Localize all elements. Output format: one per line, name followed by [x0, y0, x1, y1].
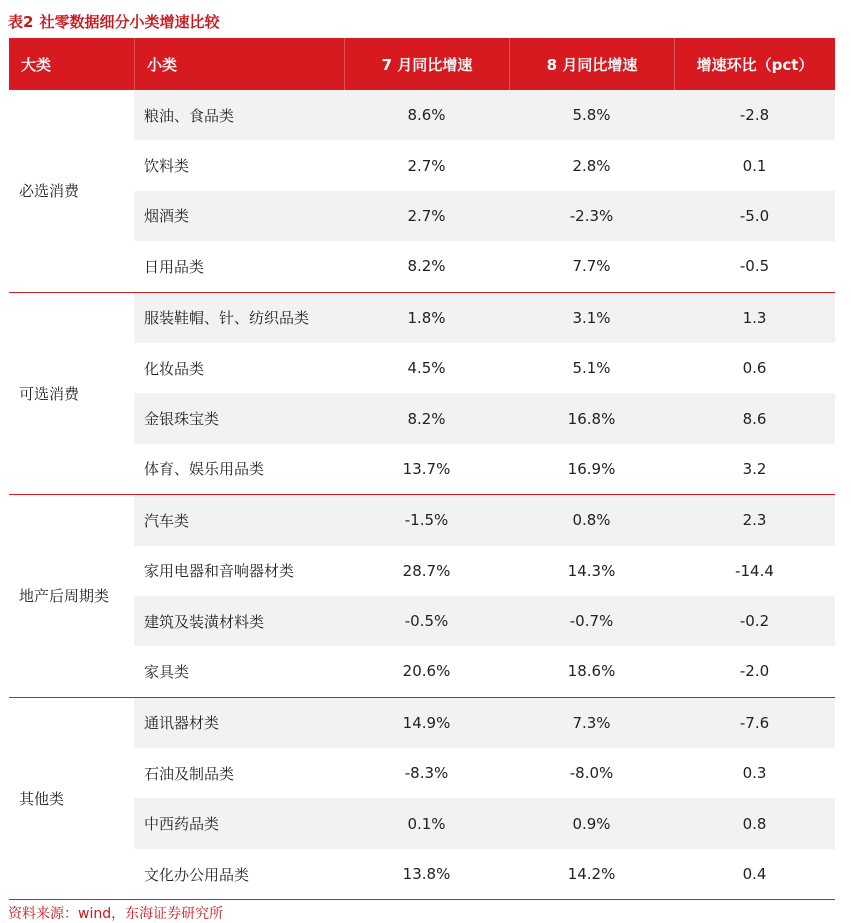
july-growth-cell: 14.9%: [402, 713, 451, 732]
july-growth-cell: 28.7%: [402, 561, 451, 580]
august-growth-cell: 5.8%: [572, 106, 611, 125]
growth-change-cell: 0.4: [742, 865, 767, 884]
growth-change-cell: 8.6: [742, 409, 767, 428]
july-growth-cell: -0.5%: [404, 612, 449, 631]
july-growth-cell: 8.2%: [407, 257, 446, 276]
table-row: [134, 444, 835, 494]
subcategory-rows: [134, 293, 835, 495]
table-row: [134, 343, 835, 393]
subcategory-cell: 日用品类: [144, 257, 205, 276]
subcategory-cell: 化妆品类: [144, 359, 205, 378]
table-row: [134, 393, 835, 443]
july-growth-cell: 20.6%: [402, 662, 451, 681]
header-growth-change: 增速环比（pct）: [674, 38, 835, 90]
category-group: [9, 293, 835, 496]
subcategory-cell: 烟酒类: [144, 207, 190, 226]
growth-change-cell: -7.6: [739, 713, 770, 732]
header-category: 大类: [21, 55, 52, 74]
july-growth-cell: -1.5%: [404, 511, 449, 530]
subcategory-cell: 服装鞋帽、针、纺织品类: [144, 309, 310, 328]
table-number: 表2: [8, 13, 34, 31]
growth-change-cell: -0.2: [739, 612, 770, 631]
august-growth-cell: -8.0%: [569, 764, 614, 783]
category-name: 地产后周期类: [19, 587, 110, 606]
category-group: [9, 495, 835, 698]
growth-change-cell: 3.2: [742, 459, 767, 478]
table-row: [134, 596, 835, 646]
table-row: [134, 140, 835, 190]
growth-change-cell: 0.8: [742, 814, 767, 833]
growth-change-cell: -14.4: [735, 561, 774, 580]
growth-change-cell: 0.3: [742, 764, 767, 783]
table-title-text: 社零数据细分小类增速比较: [39, 13, 220, 31]
august-growth-cell: 0.8%: [572, 511, 611, 530]
july-growth-cell: 0.1%: [407, 814, 446, 833]
category-name: 可选消费: [19, 384, 80, 403]
subcategory-cell: 金银珠宝类: [144, 410, 220, 429]
july-growth-cell: 8.2%: [407, 409, 446, 428]
august-growth-cell: 14.3%: [567, 561, 616, 580]
source-note: 资料来源：wind，东海证券研究所: [8, 906, 224, 922]
july-growth-cell: 2.7%: [407, 156, 446, 175]
july-growth-cell: 13.7%: [402, 459, 451, 478]
subcategory-rows: [134, 495, 835, 697]
august-growth-cell: -0.7%: [569, 612, 614, 631]
data-table: [9, 38, 835, 900]
august-growth-cell: 18.6%: [567, 662, 616, 681]
subcategory-cell: 建筑及装潢材料类: [144, 612, 265, 631]
category-name: 必选消费: [19, 182, 80, 201]
july-growth-cell: 4.5%: [407, 359, 446, 378]
growth-change-cell: 0.1: [742, 156, 767, 175]
category-name: 其他类: [19, 789, 65, 808]
table-title: [8, 11, 219, 32]
subcategory-cell: 体育、娱乐用品类: [144, 460, 265, 479]
subcategory-cell: 汽车类: [144, 511, 190, 530]
table-row: [134, 293, 835, 343]
august-growth-cell: 16.8%: [567, 409, 616, 428]
header-subcategory: 小类: [134, 38, 344, 90]
header-august-growth: 8 月同比增速: [509, 38, 674, 90]
table-row: [134, 546, 835, 596]
table-row: [134, 191, 835, 241]
category-group: [9, 90, 835, 293]
subcategory-cell: 文化办公用品类: [144, 865, 250, 884]
subcategory-cell: 家用电器和音响器材类: [144, 562, 295, 581]
august-growth-cell: 3.1%: [572, 308, 611, 327]
growth-change-cell: 1.3: [742, 308, 767, 327]
august-growth-cell: 7.3%: [572, 713, 611, 732]
table-row: [134, 748, 835, 798]
subcategory-cell: 饮料类: [144, 157, 190, 176]
subcategory-cell: 通讯器材类: [144, 714, 220, 733]
growth-change-cell: 2.3: [742, 511, 767, 530]
table-header: [9, 38, 835, 90]
table-body: [9, 90, 835, 900]
table-row: [134, 698, 835, 748]
august-growth-cell: 7.7%: [572, 257, 611, 276]
table-row: [134, 90, 835, 140]
july-growth-cell: 13.8%: [402, 865, 451, 884]
table-row: [134, 849, 835, 899]
july-growth-cell: 8.6%: [407, 106, 446, 125]
growth-change-cell: -5.0: [739, 206, 770, 225]
july-growth-cell: -8.3%: [404, 764, 449, 783]
august-growth-cell: 14.2%: [567, 865, 616, 884]
august-growth-cell: 5.1%: [572, 359, 611, 378]
growth-change-cell: -2.0: [739, 662, 770, 681]
table-row: [134, 495, 835, 545]
header-july-growth: 7 月同比增速: [344, 38, 509, 90]
august-growth-cell: 2.8%: [572, 156, 611, 175]
growth-change-cell: -2.8: [739, 106, 770, 125]
subcategory-cell: 中西药品类: [144, 815, 220, 834]
table-row: [134, 241, 835, 291]
subcategory-cell: 粮油、食品类: [144, 106, 235, 125]
table-row: [134, 798, 835, 848]
growth-change-cell: 0.6: [742, 359, 767, 378]
july-growth-cell: 2.7%: [407, 206, 446, 225]
august-growth-cell: 0.9%: [572, 814, 611, 833]
category-group: [9, 698, 835, 901]
subcategory-rows: [134, 698, 835, 900]
subcategory-cell: 石油及制品类: [144, 764, 235, 783]
subcategory-cell: 家具类: [144, 662, 190, 681]
august-growth-cell: 16.9%: [567, 459, 616, 478]
august-growth-cell: -2.3%: [569, 206, 614, 225]
table-row: [134, 646, 835, 696]
growth-change-cell: -0.5: [739, 257, 770, 276]
july-growth-cell: 1.8%: [407, 308, 446, 327]
subcategory-rows: [134, 90, 835, 292]
